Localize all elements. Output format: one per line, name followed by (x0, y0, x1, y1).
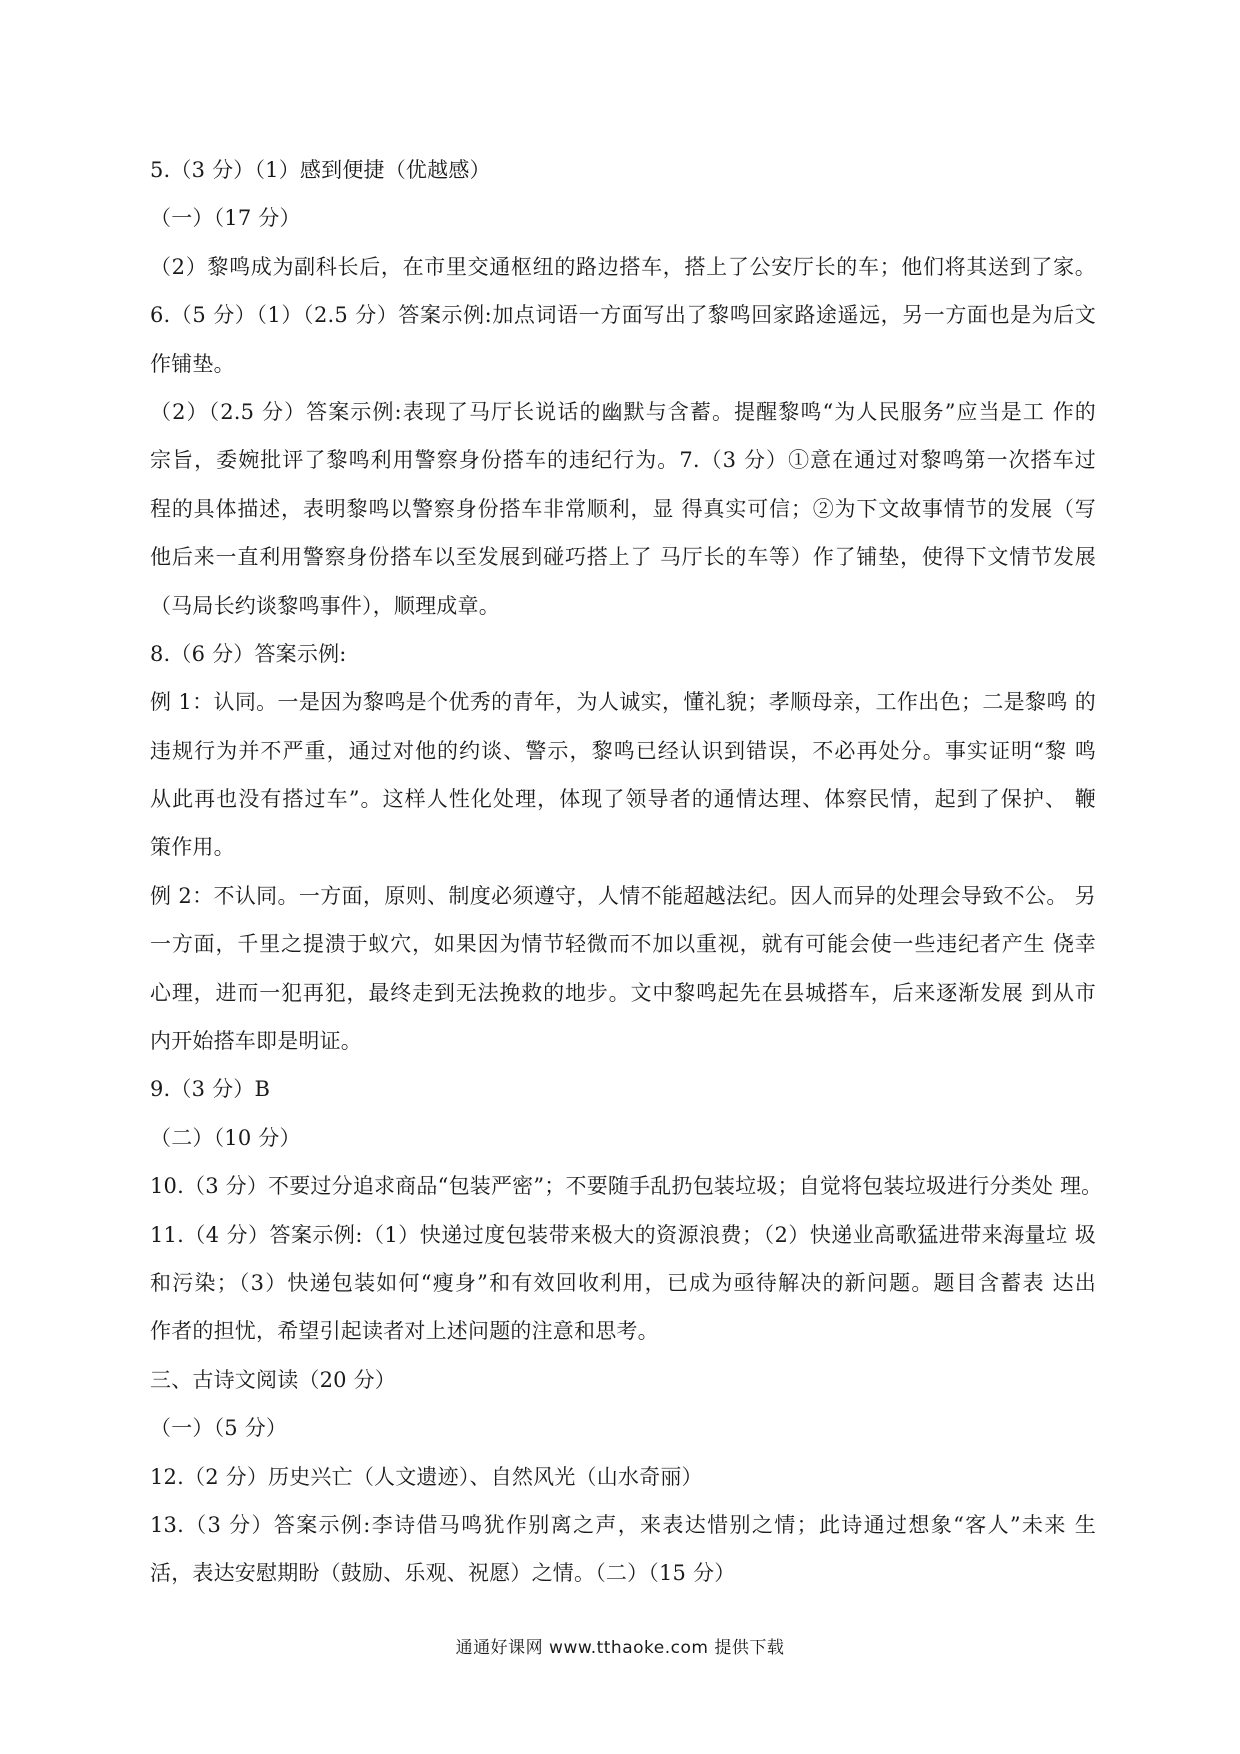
text-line: 10.（3 分）不要过分追求商品“包装严密”；不要随手乱扔包装垃圾；自觉将包装垃圾进行分类处 理。 (150, 1174, 1103, 1199)
answer-text-body (150, 158, 1103, 1610)
text-line: 违规行为并不严重，通过对他的约谈、警示，黎鸣已经认识到错误，不必再处分。事实证明“黎 鸣 (150, 738, 1096, 763)
text-line: 8.（6 分）答案示例: (150, 641, 347, 666)
text-line: 内开始搭车即是明证。 (150, 1029, 362, 1054)
text-line: 5.（3 分）（1）感到便捷（优越感） (150, 158, 491, 182)
text-line: （2）（2.5 分）答案示例:表现了马厅长说话的幽默与含蓄。提醒黎鸣“为人民服务”应当是工 作的 (150, 399, 1096, 424)
text-line: 13.（3 分）答案示例:李诗借马鸣犹作别离之声，来表达惜别之情；此诗通过想象“客人”未来 生 (150, 1512, 1096, 1537)
text-line: 宗旨，委婉批评了黎鸣利用警察身份搭车的违纪行为。7.（3 分）①意在通过对黎鸣第一次搭车过 (150, 448, 1096, 473)
text-line: 例 1：认同。一是因为黎鸣是个优秀的青年，为人诚实，懂礼貌；孝顺母亲，工作出色；二是黎鸣 的 (150, 690, 1096, 715)
text-line: 活，表达安慰期盼（鼓励、乐观、祝愿）之情。（二）（15 分） (150, 1561, 736, 1586)
text-line: （一）（17 分） (150, 206, 301, 231)
text-line: （二）（10 分） (150, 1125, 301, 1150)
text-line: 12.（2 分）历史兴亡（人文遗迹）、自然风光（山水奇丽） (150, 1464, 703, 1489)
text-line: 三、古诗文阅读（20 分） (150, 1367, 396, 1392)
text-line: 程的具体描述，表明黎鸣以警察身份搭车非常顺利，显 得真实可信；②为下文故事情节的发展（写 (150, 496, 1096, 521)
text-line: 和污染；（3）快递包装如何“瘦身”和有效回收利用，已成为亟待解决的新问题。题目含蓄表 达出 (150, 1270, 1096, 1295)
text-line: （一）（5 分） (150, 1416, 288, 1441)
page-footer: 通通好课网 www.tthaoke.com 提供下载 (455, 1638, 785, 1658)
text-line: 心理，进而一犯再犯，最终走到无法挽救的地步。文中黎鸣起先在县城搭车，后来逐渐发展 到从市 (150, 980, 1096, 1005)
text-line: 9.（3 分）B (150, 1077, 271, 1102)
text-line: 11.（4 分）答案示例:（1）快递过度包装带来极大的资源浪费；（2）快递业高歌猛进带来海量垃 圾 (150, 1222, 1096, 1247)
text-line: 作铺垫。 (150, 351, 235, 376)
text-line: 6.（5 分）（1）（2.5 分）答案示例:加点词语一方面写出了黎鸣回家路途遥远，另一方面也是为后文 (150, 303, 1096, 328)
text-line: 一方面，千里之提溃于蚁穴，如果因为情节轻微而不加以重视，就有可能会使一些违纪者产生 侥幸 (150, 932, 1096, 957)
text-line: 从此再也没有搭过车”。这样人性化处理，体现了领导者的通情达理、体察民情，起到了保护、 鞭 (150, 787, 1096, 812)
text-line: （马局长约谈黎鸣事件），顺理成章。 (150, 593, 500, 618)
text-line: 他后来一直利用警察身份搭车以至发展到碰巧搭上了 马厅长的车等）作了铺垫，使得下文情节发展 (150, 545, 1096, 570)
text-line: 策作用。 (150, 835, 235, 860)
text-line: 例 2：不认同。一方面，原则、制度必须遵守，人情不能超越法纪。因人而异的处理会导致不公。 另 (150, 883, 1096, 908)
text-line: （2）黎鸣成为副科长后，在市里交通枢纽的路边搭车，搭上了公安厅长的车；他们将其送到了家。 (150, 254, 1096, 279)
text-line: 作者的担忧，希望引起读者对上述问题的注意和思考。 (150, 1319, 659, 1344)
